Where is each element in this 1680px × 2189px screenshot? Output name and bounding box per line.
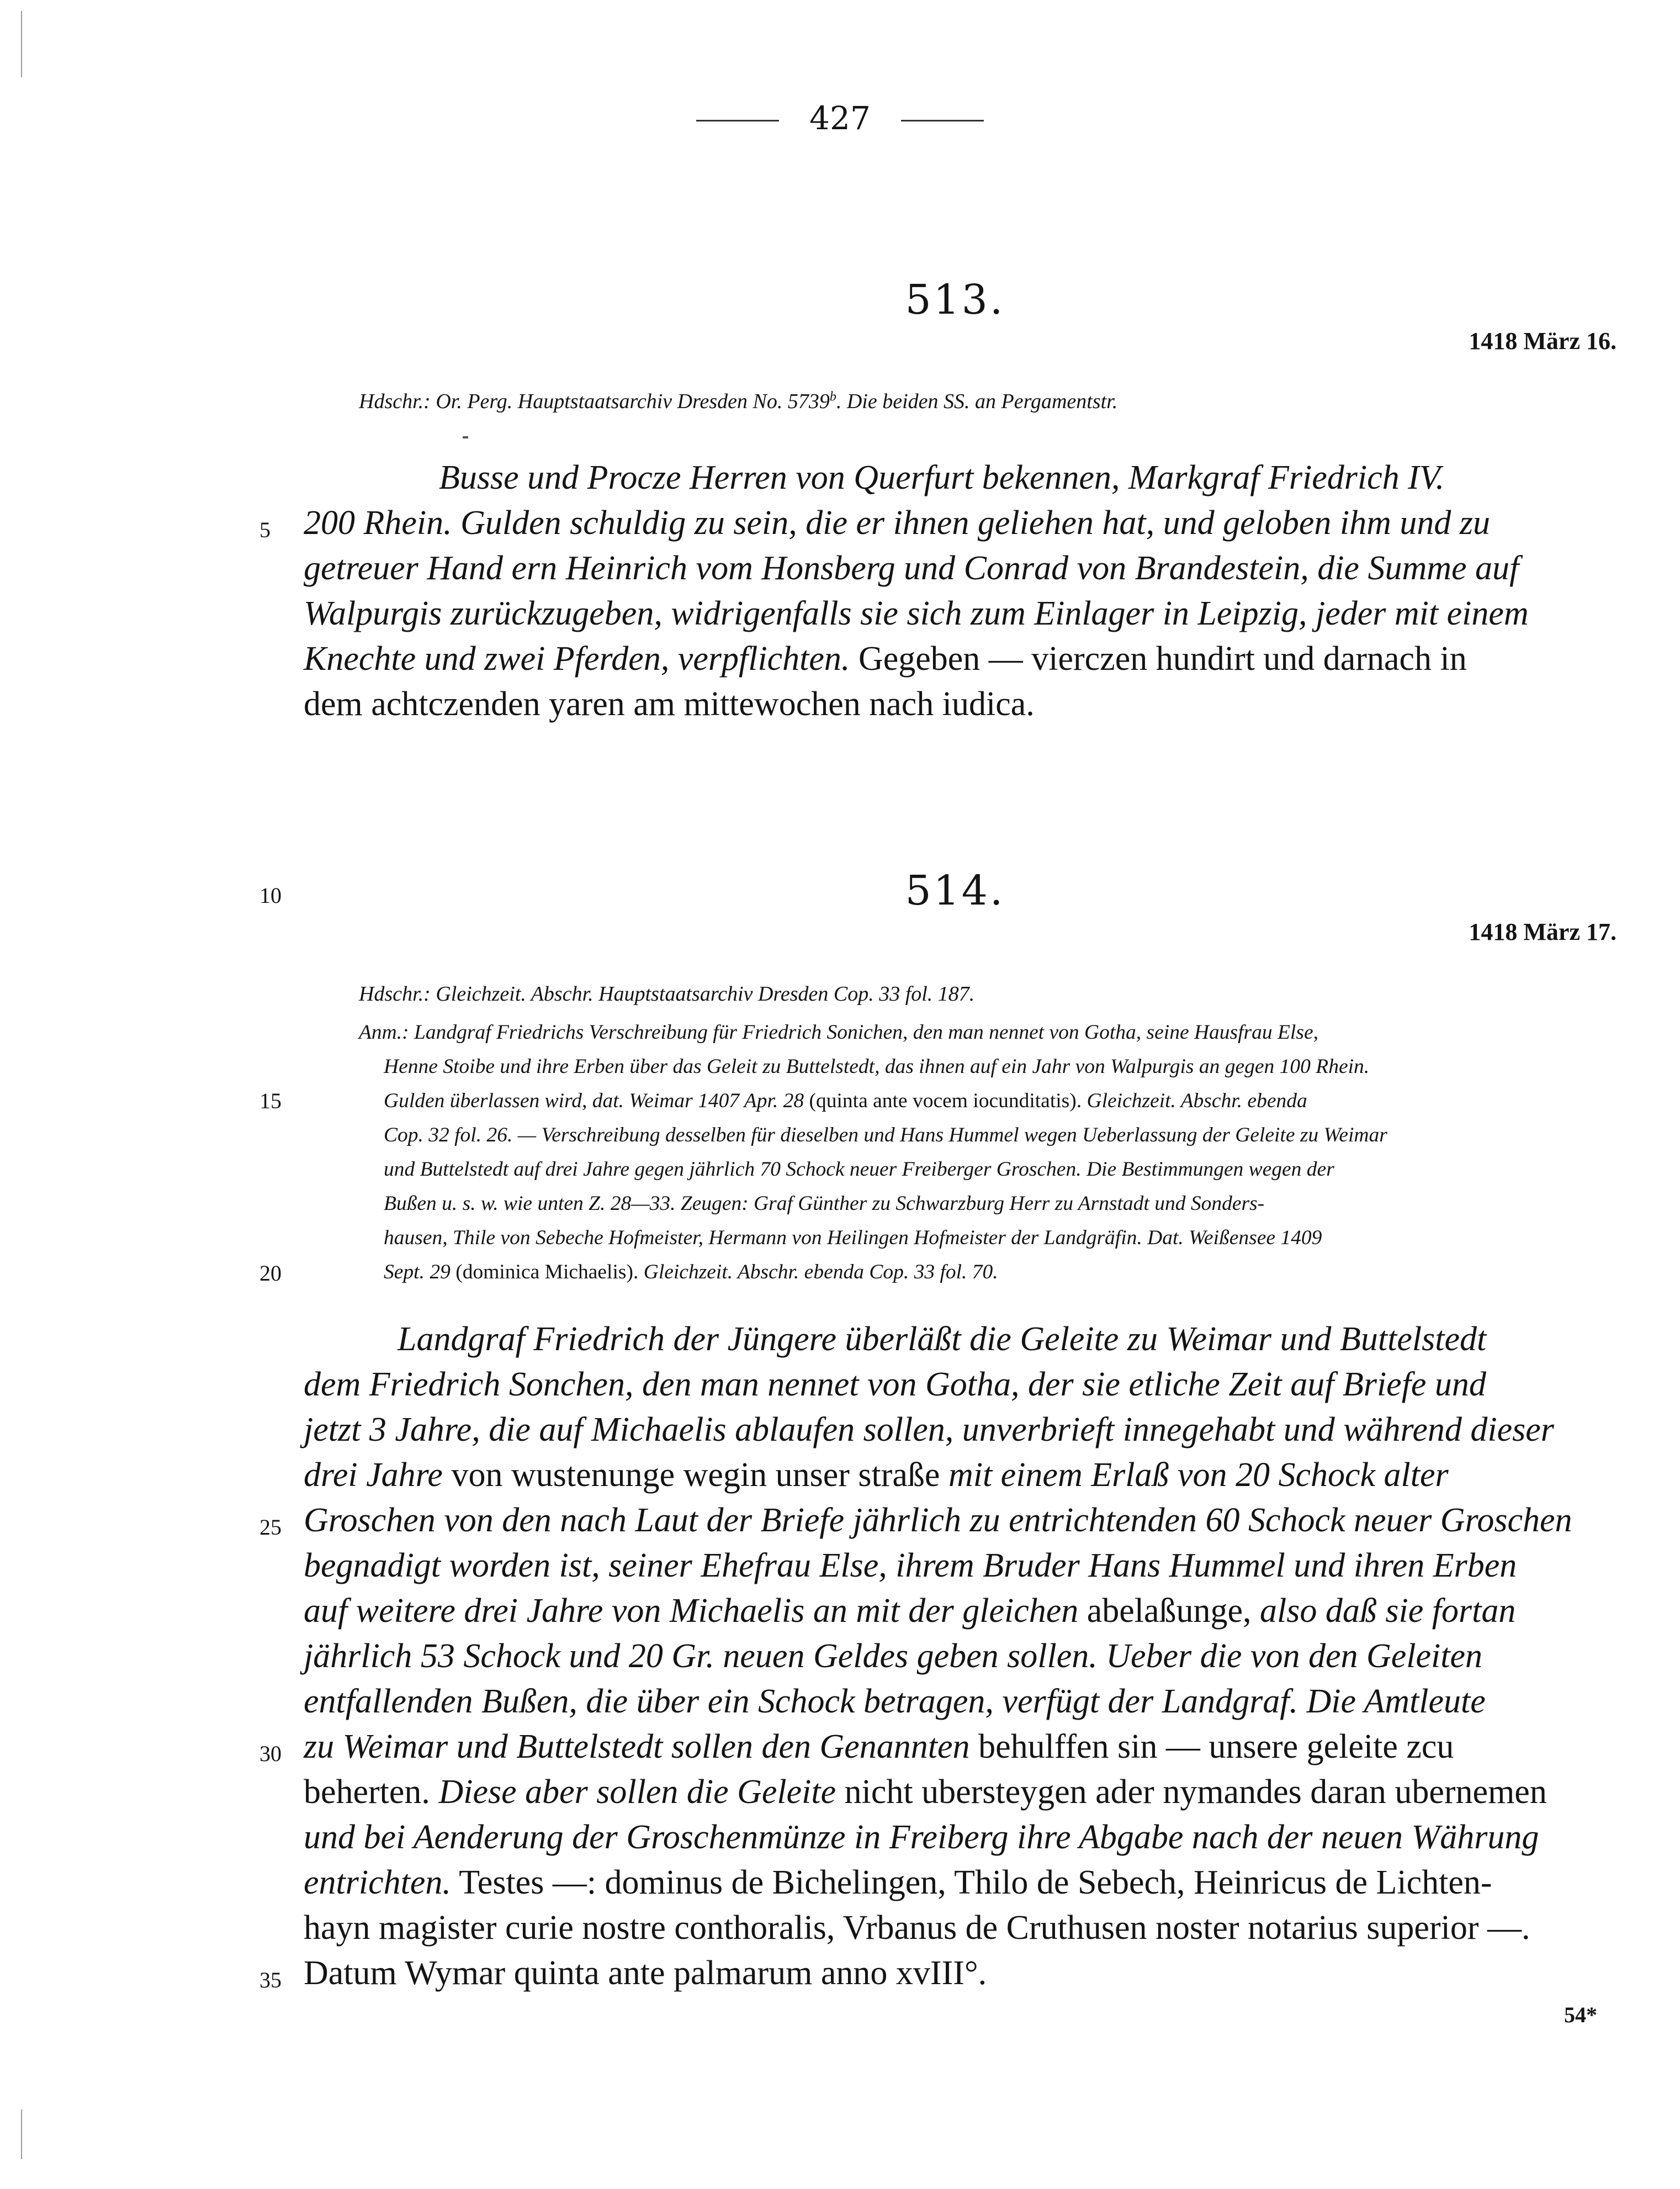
annotation-line: Henne Stoibe und ihre Erben über das Geleit zu Buttelstedt, das ihnen auf ein Jahr von Walpurgis an gegen 100 Rhein.: [384, 1055, 1370, 1078]
source-note: Hdschr.: Gleichzeit. Abschr. Hauptstaatsarchiv Dresden Cop. 33 fol. 187.: [359, 982, 975, 1006]
regest-line: dem Friedrich Sonchen, den man nennet von Gotha, der sie etliche Zeit auf Briefe und: [304, 1366, 1486, 1403]
regest-line: 200 Rhein. Gulden schuldig zu sein, die er ihnen geliehen hat, und geloben ihm und zu: [304, 504, 1490, 542]
regest-line: Knechte und zwei Pferden, verpflichten. Gegeben — vierczen hundirt und darnach in: [304, 640, 1467, 678]
regest-line: Walpurgis zurückzugeben, widrigenfalls sie sich zum Einlager in Leipzig, jeder mit einem: [304, 595, 1529, 632]
regest-line: jährlich 53 Schock und 20 Gr. neuen Geldes geben sollen. Ueber die von den Geleiten: [304, 1637, 1482, 1675]
line-number: 25: [259, 1515, 282, 1540]
annotation-line: Sept. 29 (dominica Michaelis). Gleichzeit. Abschr. ebenda Cop. 33 fol. 70.: [384, 1261, 998, 1283]
page-number: 427: [809, 99, 871, 137]
annotation-line: und Buttelstedt auf drei Jahre gegen jährlich 70 Schock neuer Freiberger Groschen. Die Bestimmungen wegen der: [384, 1158, 1334, 1181]
regest-line: Landgraf Friedrich der Jüngere überläßt die Geleite zu Weimar und Buttelstedt: [398, 1320, 1487, 1358]
regest-line: hayn magister curie nostre conthoralis, Vrbanus de Cruthusen noster notarius superior —.: [304, 1909, 1530, 1947]
regest-line: zu Weimar und Buttelstedt sollen den Genannten behulffen sin — unsere geleite zcu: [304, 1728, 1454, 1765]
annotation-line: Cop. 32 fol. 26. — Verschreibung desselben für dieselben und Hans Hummel wegen Ueberlassung der Geleite zu Weimar: [384, 1124, 1387, 1146]
regest-line: getreuer Hand ern Heinrich vom Honsberg und Conrad von Brandestein, die Summe auf: [304, 549, 1519, 587]
regest-line: entrichten. Testes —: dominus de Bichelingen, Thilo de Sebech, Heinricus de Lichten-: [304, 1864, 1492, 1901]
line-number: 5: [259, 517, 271, 542]
line-number: 20: [259, 1261, 282, 1286]
line-number: 15: [259, 1088, 282, 1113]
scan-mark: [21, 11, 22, 77]
annotation-line: Bußen u. s. w. wie unten Z. 28—33. Zeugen: Graf Günther zu Schwarzburg Herr zu Arnstadt und Sonders-: [384, 1192, 1265, 1215]
line-number: 10: [259, 883, 282, 908]
line-number: 35: [259, 1968, 282, 1992]
header-rule-left: [696, 120, 779, 121]
regest-line: Datum Wymar quinta ante palmarum anno xvIII°.: [304, 1954, 987, 1992]
regest-line: beherten. Diese aber sollen die Geleite nicht ubersteygen ader nymandes daran ubernemen: [304, 1773, 1547, 1811]
source-note: Hdschr.: Or. Perg. Hauptstaatsarchiv Dresden No. 5739$^b$. Die beiden SS. an Pergamentstr.: [359, 389, 1118, 413]
regest-line: jetzt 3 Jahre, die auf Michaelis ablaufen sollen, unverbrieft innegehabt und während dieser: [304, 1411, 1554, 1448]
signature-mark: 54*: [1564, 2002, 1597, 2027]
page-header: [0, 99, 1680, 137]
header-rule-right: [901, 120, 984, 121]
regest-line: Groschen von den nach Laut der Briefe jährlich zu entrichtenden 60 Schock neuer Groschen: [304, 1501, 1572, 1539]
document-number: 514.: [905, 867, 1005, 914]
document-date: 1418 März 16.: [1469, 327, 1617, 355]
regest-line: entfallenden Bußen, die über ein Schock betragen, verfügt der Landgraf. Die Amtleute: [304, 1683, 1486, 1720]
regest-line: und bei Aenderung der Groschenmünze in Freiberg ihre Abgabe nach der neuen Währung: [304, 1818, 1539, 1856]
regest-line: dem achtczenden yaren am mittewochen nach iudica.: [304, 685, 1035, 723]
scan-mark: [21, 2109, 22, 2159]
document-number: 513.: [905, 276, 1005, 324]
document-date: 1418 März 17.: [1469, 918, 1617, 945]
ink-tick: [463, 436, 468, 438]
line-number: 30: [259, 1741, 282, 1766]
regest-line: begnadigt worden ist, seiner Ehefrau Else, ihrem Bruder Hans Hummel und ihren Erben: [304, 1547, 1517, 1584]
annotation-line: Gulden überlassen wird, dat. Weimar 1407 Apr. 28 (quinta ante vocem iocunditatis). Gleichzeit. Abschr. ebenda: [384, 1090, 1307, 1112]
regest-line: Busse und Procze Herren von Querfurt bekennen, Markgraf Friedrich IV.: [439, 459, 1445, 496]
regest-line: auf weitere drei Jahre von Michaelis an mit der gleichen abelaßunge, also daß sie fortan: [304, 1592, 1516, 1630]
annotation-line: Anm.: Landgraf Friedrichs Verschreibung für Friedrich Sonichen, den man nennet von Gotha, seine Hausfrau Else,: [359, 1021, 1318, 1044]
annotation-line: hausen, Thile von Sebeche Hofmeister, Hermann von Heilingen Hofmeister der Landgräfin. Dat. Weißensee 1409: [384, 1226, 1322, 1249]
regest-line: drei Jahre von wustenunge wegin unser straße mit einem Erlaß von 20 Schock alter: [304, 1456, 1449, 1494]
